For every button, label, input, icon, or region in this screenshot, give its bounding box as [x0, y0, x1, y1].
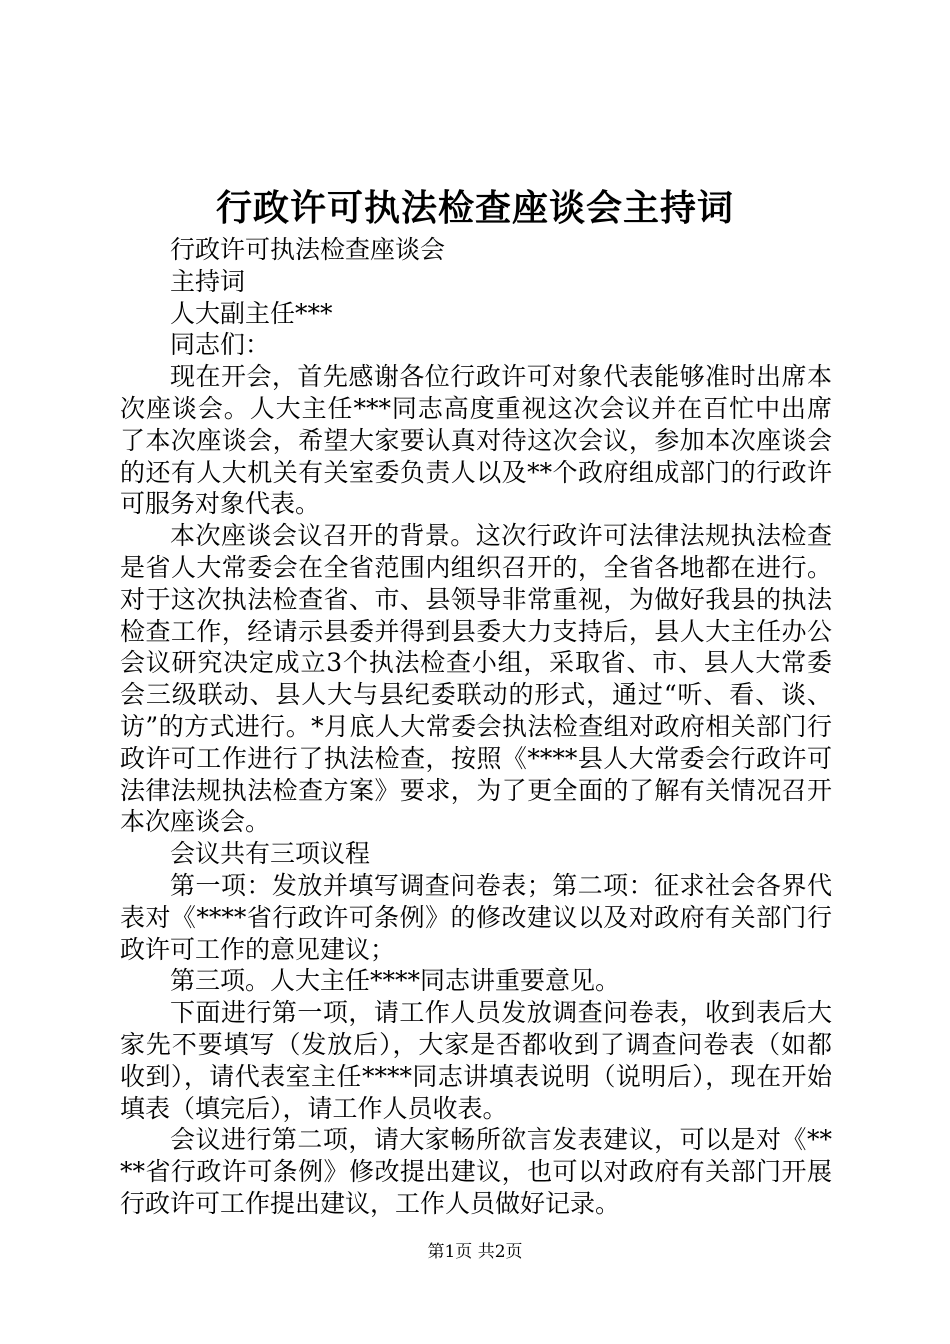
paragraph-agenda-heading: 会议共有三项议程	[170, 839, 371, 869]
paragraph-opening: 现在开会，首先感谢各位行政许可对象代表能够准时出席本次座谈会。人大主任***同志高度重视这次会议并在百忙中出席了本次座谈会，希望大家要认真对待这次会议，参加本次座谈会的还有人大机关有关室委负责人以及**个政府组成部门的行政许可服务对象代表。	[120, 362, 832, 519]
paragraph-speaker: 人大副主任***	[170, 298, 333, 328]
paragraph-agenda-item-3: 第三项。人大主任****同志讲重要意见。	[170, 966, 621, 996]
paragraph-item-2: 会议进行第二项，请大家畅所欲言发表建议，可以是对《****省行政许可条例》修改提出建议，也可以对政府有关部门开展行政许可工作提出建议，工作人员做好记录。	[120, 1125, 832, 1218]
document-body	[120, 234, 832, 1220]
document-title: 行政许可执法检查座谈会主持词	[215, 187, 734, 229]
page-footer: 第1页 共2页	[427, 1242, 523, 1262]
paragraph-subtitle: 行政许可执法检查座谈会	[170, 235, 446, 264]
paragraph-item-1: 下面进行第一项，请工作人员发放调查问卷表，收到表后大家先不要填写（发放后），大家是否都收到了调查问卷表（如都收到），请代表室主任****同志讲填表说明（说明后），现在开始填表（填完后），请工作人员收表。	[120, 998, 832, 1123]
paragraph-subtitle-2: 主持词	[170, 266, 246, 296]
paragraph-agenda-items: 第一项：发放并填写调查问卷表；第二项：征求社会各界代表对《****省行政许可条例》的修改建议以及对政府有关部门行政许可工作的意见建议；	[120, 870, 832, 964]
paragraph-greeting: 同志们：	[170, 330, 271, 360]
paragraph-background: 本次座谈会议召开的背景。这次行政许可法律法规执法检查是省人大常委会在全省范围内组织召开的，全省各地都在进行。对于这次执法检查省、市、县领导非常重视，为做好我县的执法检查工作，经请示县委并得到县委大力支持后，县人大主任办公会议研究决定成立3个执法检查小组，采取省、市、县人大常委会三级联动、县人大与县纪委联动的形式，通过“听、看、谈、访”的方式进行。*月底人大常委会执法检查组对政府相关部门行政许可工作进行了执法检查，按照《****县人大常委会行政许可法律法规执法检查方案》要求，为了更全面的了解有关情况召开本次座谈会。	[120, 521, 832, 837]
